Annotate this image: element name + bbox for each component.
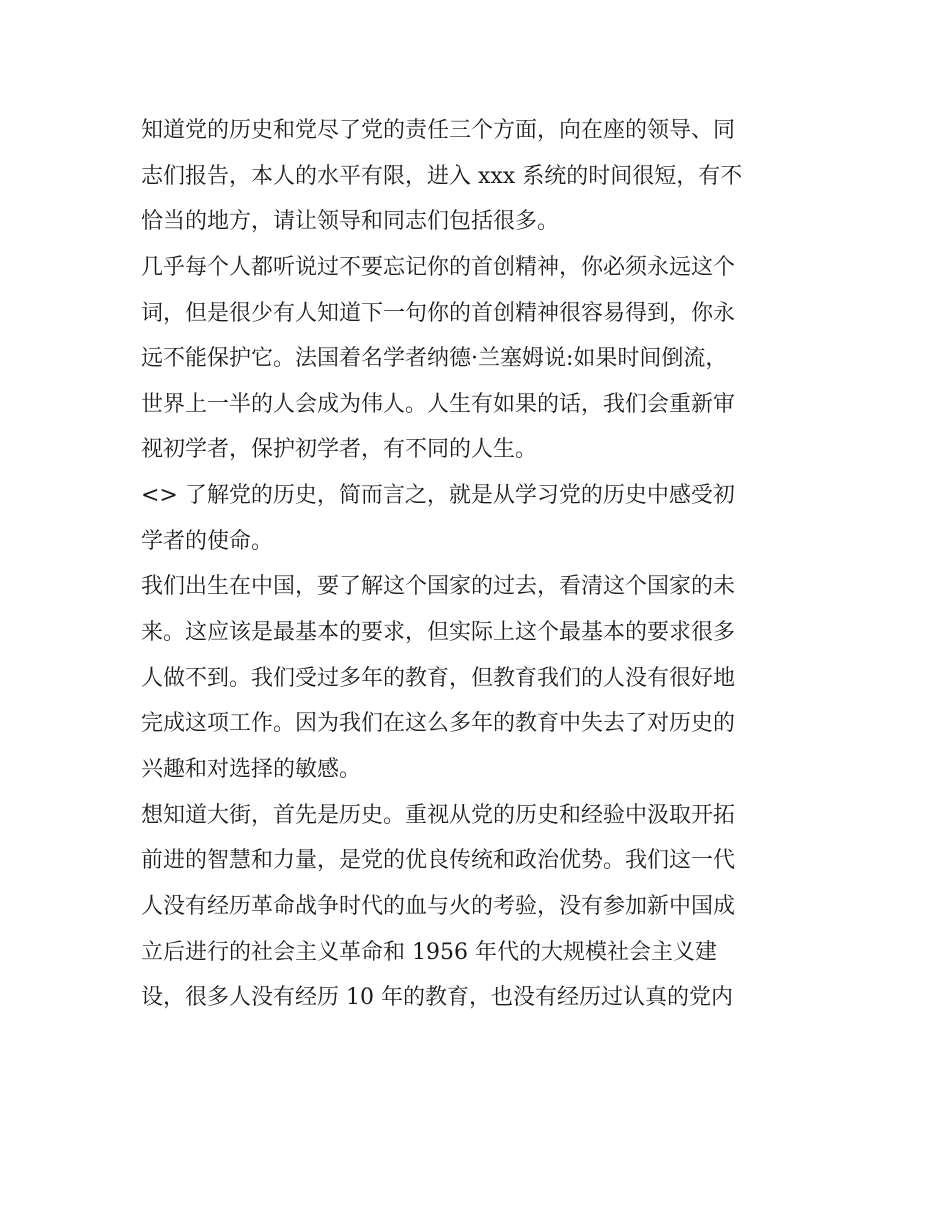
text-line: 世界上一半的人会成为伟人。人生有如果的话，我们会重新审 xyxy=(141,391,736,417)
text-line: 兴趣和对选择的敏感。 xyxy=(141,756,362,782)
paragraph-3 xyxy=(141,473,813,564)
text-line: 我们出生在中国，要了解这个国家的过去，看清这个国家的未 xyxy=(141,574,736,600)
text-line: 学者的使命。 xyxy=(141,528,274,554)
text-line: 立后进行的社会主义革命和 1956 年代的大规模社会主义建 xyxy=(141,939,717,965)
text-line: 知道党的历史和党尽了党的责任三个方面，向在座的领导、同 xyxy=(141,118,736,143)
text-line: 想知道大街，首先是历史。重视从党的历史和经验中汲取开拓 xyxy=(141,802,736,828)
text-line: 恰当的地方，请让领导和同志们包括很多。 xyxy=(141,209,560,235)
paragraph-5 xyxy=(141,793,813,1021)
paragraph-1 xyxy=(141,108,813,245)
text-line: 视初学者，保护初学者，有不同的人生。 xyxy=(141,437,538,463)
document-body xyxy=(141,108,813,1021)
text-line: 完成这项工作。因为我们在这么多年的教育中失去了对历史的 xyxy=(141,711,736,737)
text-line: 志们报告，本人的水平有限，进入 xxx 系统的时间很短，有不 xyxy=(141,163,743,189)
paragraph-4 xyxy=(141,564,813,792)
text-line: 前进的智慧和力量，是党的优良传统和政治优势。我们这一代 xyxy=(141,848,736,874)
text-line: 远不能保护它。法国着名学者纳德·兰塞姆说:如果时间倒流， xyxy=(141,346,728,372)
text-line: 设，很多人没有经历 10 年的教育，也没有经历过认真的党内 xyxy=(141,985,733,1011)
text-line: <> 了解党的历史，简而言之，就是从学习党的历史中感受初 xyxy=(141,483,735,509)
text-line: 来。这应该是最基本的要求，但实际上这个最基本的要求很多 xyxy=(141,620,736,646)
text-line: 人没有经历革命战争时代的血与火的考验，没有参加新中国成 xyxy=(141,893,736,919)
text-line: 几乎每个人都听说过不要忘记你的首创精神，你必须永远这个 xyxy=(141,254,736,280)
text-line: 人做不到。我们受过多年的教育，但教育我们的人没有很好地 xyxy=(141,665,736,691)
text-line: 词，但是很少有人知道下一句你的首创精神很容易得到，你永 xyxy=(141,300,736,326)
paragraph-2 xyxy=(141,245,813,473)
